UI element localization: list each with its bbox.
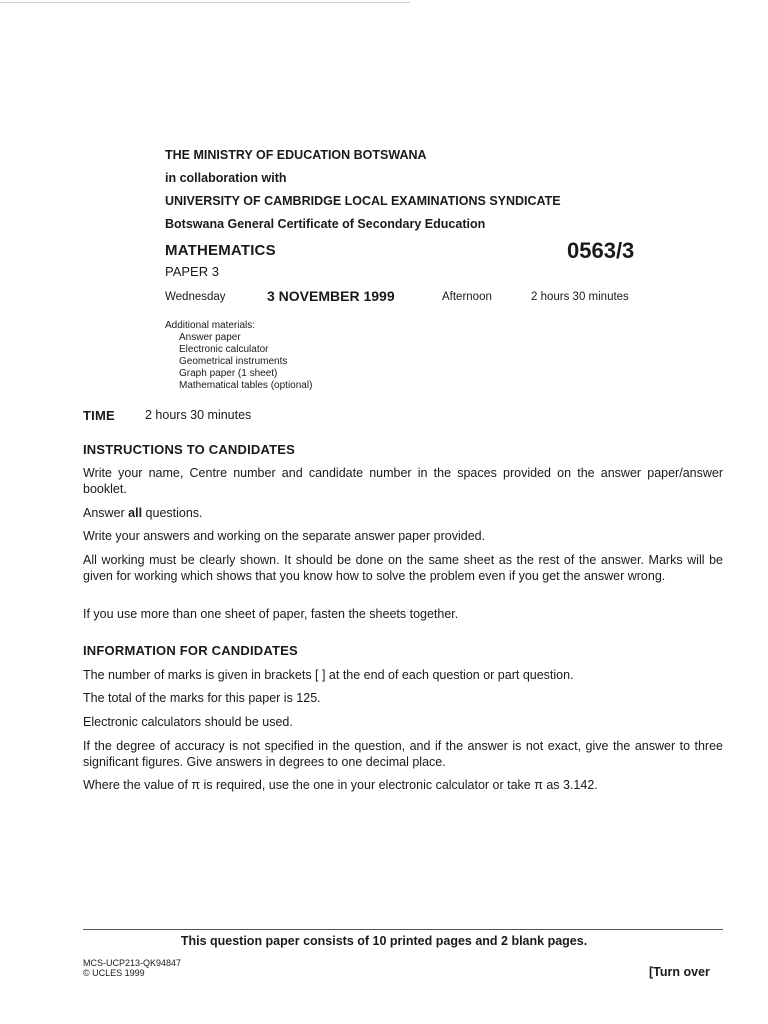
header-certificate: Botswana General Certificate of Secondary Education bbox=[165, 217, 486, 231]
instruction-paragraph: Write your name, Centre number and candidate number in the spaces provided on the answer paper/answer booklet. bbox=[83, 466, 723, 496]
time-label: TIME bbox=[83, 408, 115, 423]
reference-code: MCS-UCP213-QK94847 bbox=[83, 958, 182, 968]
instruction-paragraph: Write your answers and working on the separate answer paper provided. bbox=[83, 529, 486, 543]
header-ucles: UNIVERSITY OF CAMBRIDGE LOCAL EXAMINATIONS SYNDICATE bbox=[165, 194, 561, 208]
material-item: Geometrical instruments bbox=[179, 356, 288, 367]
paper-number: PAPER 3 bbox=[165, 264, 219, 279]
exam-date: 3 NOVEMBER 1999 bbox=[267, 288, 395, 304]
header-collaboration: in collaboration with bbox=[165, 171, 287, 185]
instruction-paragraph: All working must be clearly shown. It should be done on the same sheet as the rest of the answer. Marks will be given for working which shows that you know how to solve the problem even if you get the answer wrong. bbox=[83, 553, 723, 583]
information-title: INFORMATION FOR CANDIDATES bbox=[83, 643, 298, 658]
copyright: © UCLES 1999 bbox=[83, 968, 145, 978]
information-paragraph: Where the value of π is required, use the one in your electronic calculator or take π as 3.142. bbox=[83, 778, 598, 792]
header-ministry: THE MINISTRY OF EDUCATION BOTSWANA bbox=[165, 148, 427, 162]
materials-heading: Additional materials: bbox=[165, 320, 256, 331]
exam-day: Wednesday bbox=[165, 291, 226, 303]
instruction-paragraph bbox=[83, 505, 723, 521]
material-item: Electronic calculator bbox=[179, 344, 269, 355]
additional-materials bbox=[165, 320, 312, 392]
page-count-note: This question paper consists of 10 printed pages and 2 blank pages. bbox=[180, 934, 588, 948]
document-reference bbox=[83, 958, 181, 978]
material-item: Graph paper (1 sheet) bbox=[179, 368, 278, 379]
subject-title: MATHEMATICS bbox=[165, 242, 276, 259]
instruction-emphasis: all bbox=[128, 506, 143, 520]
exam-duration: 2 hours 30 minutes bbox=[531, 291, 629, 303]
footer-rule bbox=[83, 929, 723, 930]
material-item: Answer paper bbox=[179, 332, 241, 343]
instruction-text: questions. bbox=[142, 506, 203, 520]
instruction-paragraph: If you use more than one sheet of paper, fasten the sheets together. bbox=[83, 607, 459, 621]
paper-code: 0563/3 bbox=[567, 238, 635, 263]
information-paragraph: Electronic calculators should be used. bbox=[83, 715, 293, 729]
instructions-title: INSTRUCTIONS TO CANDIDATES bbox=[83, 442, 296, 457]
material-item: Mathematical tables (optional) bbox=[179, 380, 313, 391]
turn-over-label: [Turn over bbox=[649, 965, 710, 979]
exam-session: Afternoon bbox=[442, 291, 492, 303]
information-paragraph: The number of marks is given in brackets [ ] at the end of each question or part question. bbox=[83, 668, 574, 682]
information-paragraph: The total of the marks for this paper is 125. bbox=[83, 691, 321, 705]
instruction-text: Answer bbox=[83, 506, 129, 520]
time-value: 2 hours 30 minutes bbox=[145, 408, 252, 422]
information-paragraph: If the degree of accuracy is not specified in the question, and if the answer is not exact, give the answer to three significant figures. Give answers in degrees to one decimal place. bbox=[83, 739, 723, 769]
top-scan-line bbox=[0, 2, 410, 3]
